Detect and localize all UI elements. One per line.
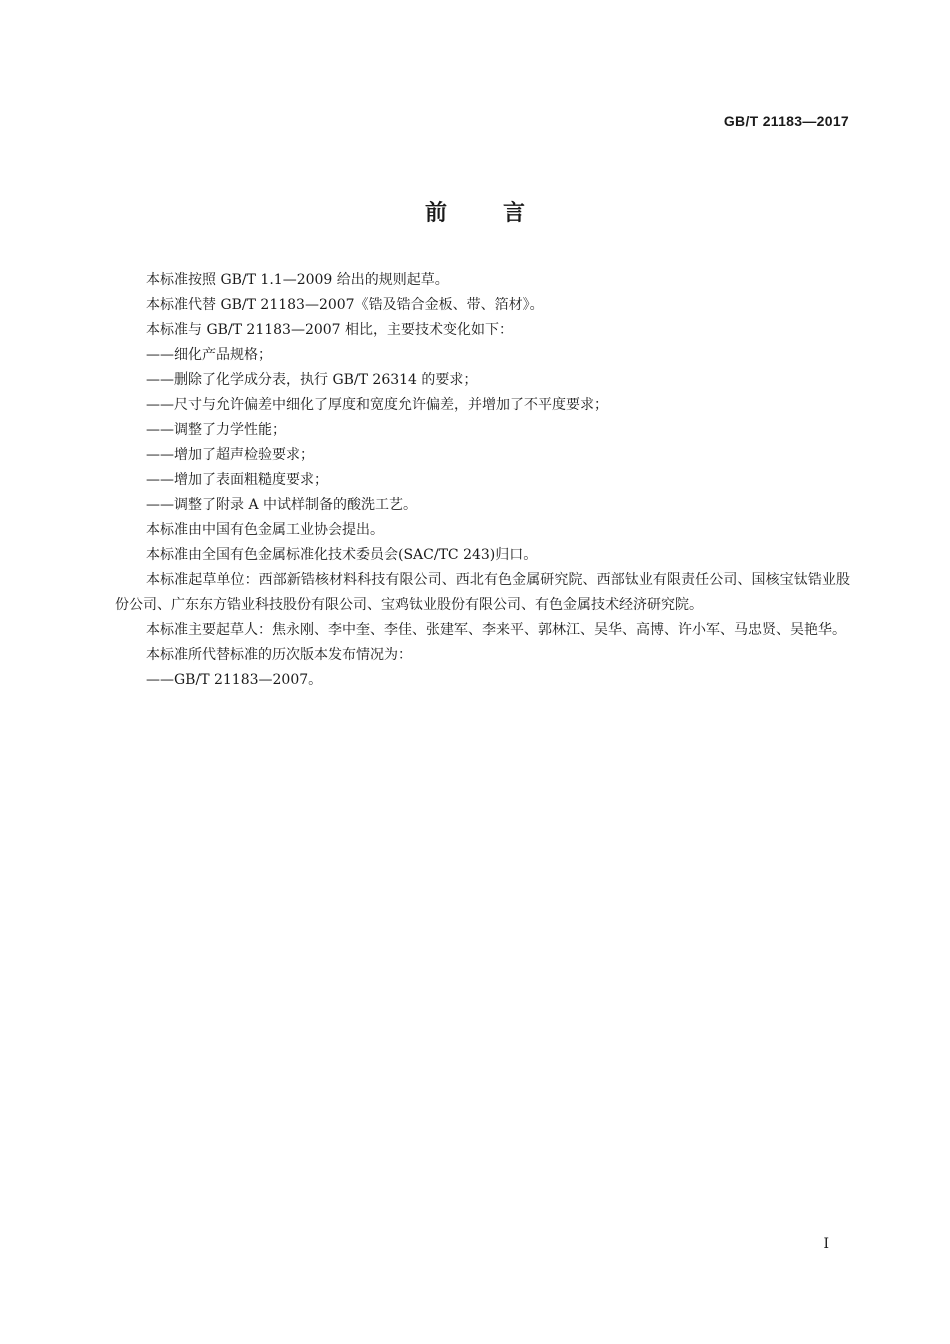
change-item: ——尺寸与允许偏差中细化了厚度和宽度允许偏差，并增加了不平度要求； [146, 397, 608, 413]
paragraph-proposed-by: 本标准由中国有色金属工业协会提出。 [146, 522, 384, 538]
standard-number: GB/T 21183—2017 [723, 113, 849, 129]
change-item: ——调整了力学性能； [146, 422, 286, 438]
change-item: ——增加了表面粗糙度要求； [146, 472, 328, 488]
paragraph-replaces: 本标准代替 GB/T 21183—2007《锆及锆合金板、带、箔材》。 [146, 297, 544, 313]
paragraph-drafters: 本标准主要起草人：焦永刚、李中奎、李佳、张建军、李来平、郭林江、吴华、高博、许小军、马忠贤、吴艳华。 [146, 622, 846, 638]
paragraph-history-intro: 本标准所代替标准的历次版本发布情况为： [146, 647, 412, 663]
change-item: ——调整了附录 A 中试样制备的酸洗工艺。 [146, 497, 418, 513]
change-item: ——细化产品规格； [146, 347, 272, 363]
foreword-body [115, 268, 850, 693]
history-item: ——GB/T 21183—2007。 [146, 672, 323, 688]
paragraph-drafting-rules: 本标准按照 GB/T 1.1—2009 给出的规则起草。 [146, 272, 449, 288]
page-number: I [823, 1236, 829, 1252]
change-item: ——删除了化学成分表，执行 GB/T 26314 的要求； [146, 372, 478, 388]
paragraph-managed-by: 本标准由全国有色金属标准化技术委员会(SAC/TC 243)归口。 [146, 547, 538, 563]
paragraph-changes-intro: 本标准与 GB/T 21183—2007 相比，主要技术变化如下： [146, 322, 514, 338]
page-title: 前言 [424, 201, 581, 226]
paragraph-drafting-units: 本标准起草单位：西部新锆核材料科技有限公司、西北有色金属研究院、西部钛业有限责任公司、国核宝钛锆业股份公司、广东东方锆业科技股份有限公司、宝鸡钛业股份有限公司、有色金属技术经济研究院。 [115, 572, 850, 613]
change-item: ——增加了超声检验要求； [146, 447, 314, 463]
